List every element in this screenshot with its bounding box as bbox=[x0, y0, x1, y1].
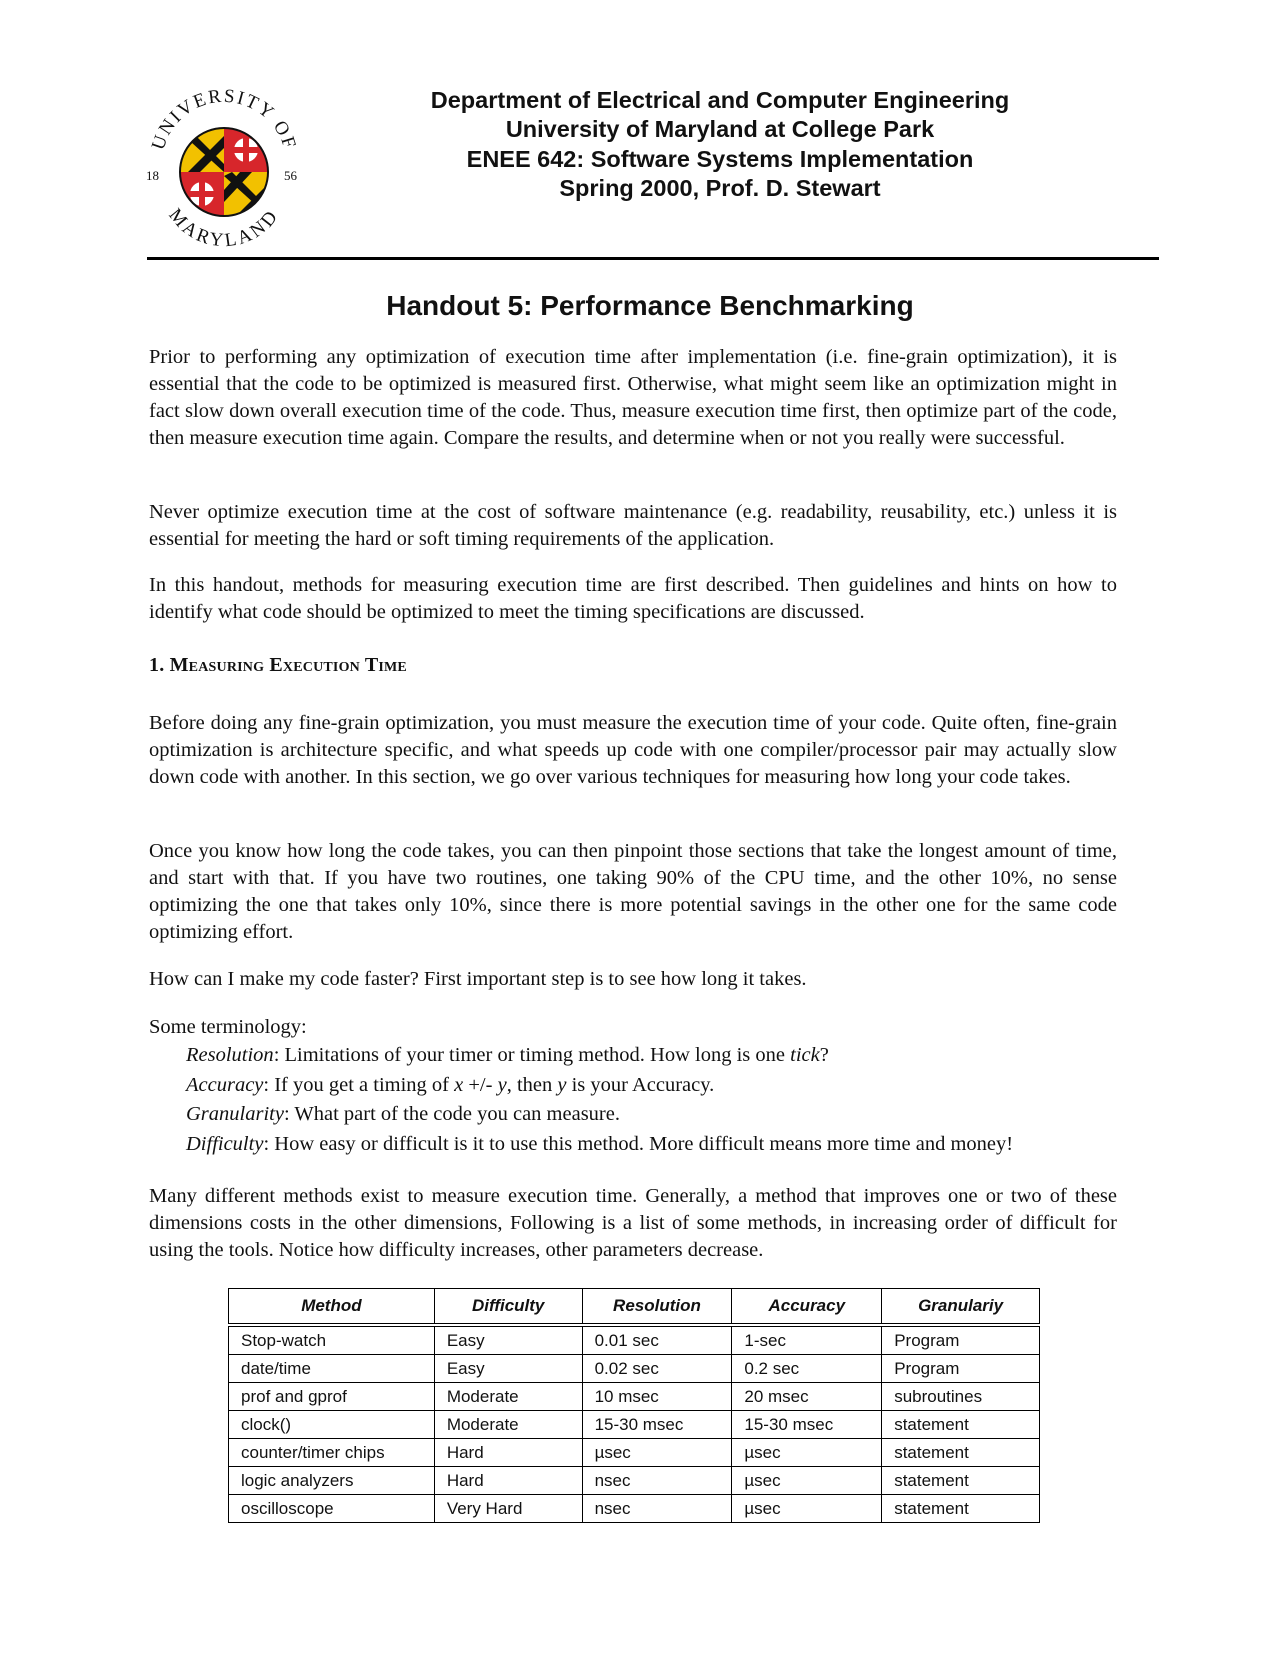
table-row bbox=[229, 1467, 1040, 1495]
terminology-list bbox=[186, 1041, 1013, 1159]
header-department: Department of Electrical and Computer Engineering bbox=[430, 87, 1010, 113]
term-difficulty: Difficulty: How easy or difficult is it to use this method. More difficult means more time and money! bbox=[186, 1132, 1014, 1155]
table-cell: Program bbox=[882, 1325, 1040, 1355]
table-cell: µsec bbox=[732, 1467, 882, 1495]
table-cell: statement bbox=[882, 1439, 1040, 1467]
table-cell: Moderate bbox=[434, 1383, 582, 1411]
table-row bbox=[229, 1355, 1040, 1383]
table-row bbox=[229, 1411, 1040, 1439]
table-cell: 0.02 sec bbox=[582, 1355, 732, 1383]
methods-paragraph: Many different methods exist to measure execution time. Generally, a method that improves one or two of these dimensions costs in the other dimensions, Following is a list of some methods, in increasing order of difficult for using the tools. Notice how difficulty increases, other parameters decrease. bbox=[149, 1185, 1117, 1261]
table-cell: statement bbox=[882, 1467, 1040, 1495]
svg-text:UNIVERSITY OF: UNIVERSITY OF bbox=[147, 86, 301, 153]
table-cell: Hard bbox=[434, 1467, 582, 1495]
table-cell: nsec bbox=[582, 1467, 732, 1495]
table-cell: nsec bbox=[582, 1495, 732, 1523]
header-divider bbox=[147, 257, 1159, 260]
page-title: Handout 5: Performance Benchmarking bbox=[386, 290, 914, 321]
table-cell: 0.01 sec bbox=[582, 1325, 732, 1355]
svg-text:MARYLAND: MARYLAND bbox=[164, 204, 284, 252]
table-cell: counter/timer chips bbox=[229, 1439, 435, 1467]
section-paragraph-1: Before doing any fine-grain optimization, you must measure the execution time of your code. Quite often, fine-grain optimization is architecture specific, and what speeds up code with one compiler/processor pair may actually slow down code with another. In this section, we go over various techniques for measuring how long your code takes. bbox=[149, 712, 1117, 788]
methods-table bbox=[228, 1288, 1040, 1523]
table-cell: clock() bbox=[229, 1411, 435, 1439]
table-row bbox=[229, 1439, 1040, 1467]
intro-paragraph-3: In this handout, methods for measuring execution time are first described. Then guidelines and hints on how to identify what code should be optimized to meet the timing specifications are discussed. bbox=[149, 574, 1117, 623]
svg-text:56: 56 bbox=[284, 168, 297, 183]
university-seal-logo bbox=[144, 86, 304, 252]
section-title: Measuring Execution Time bbox=[169, 654, 407, 676]
table-row bbox=[229, 1495, 1040, 1523]
table-cell: statement bbox=[882, 1495, 1040, 1523]
course-header bbox=[400, 145, 1040, 203]
header-course: ENEE 642: Software Systems Implementation bbox=[466, 146, 974, 172]
table-cell: logic analyzers bbox=[229, 1467, 435, 1495]
intro-paragraph-1: Prior to performing any optimization of execution time after implementation (i.e. fine-grain optimization), it is essential that the code to be optimized is measured first. Otherwise, what might seem like an optimization might in fact slow down overall execution time of the code. Thus, measure execution time first, then optimize part of the code, then measure execution time again. Compare the results, and determine when or not you really were successful. bbox=[149, 346, 1117, 449]
table-cell: Easy bbox=[434, 1355, 582, 1383]
term-granularity: Granularity: What part of the code you can measure. bbox=[186, 1103, 620, 1125]
intro-paragraph-2: Never optimize execution time at the cost of software maintenance (e.g. readability, reusability, etc.) unless it is essential for meeting the hard or soft timing requirements of the application. bbox=[149, 501, 1117, 550]
column-header-difficulty: Difficulty bbox=[434, 1289, 582, 1326]
section-paragraph-3: How can I make my code faster? First important step is to see how long it takes. bbox=[149, 968, 807, 990]
column-header-granularity: Granulariy bbox=[882, 1289, 1040, 1326]
table-cell: Easy bbox=[434, 1325, 582, 1355]
table-cell: 15-30 msec bbox=[582, 1411, 732, 1439]
table-cell: statement bbox=[882, 1411, 1040, 1439]
term-resolution: Resolution: Limitations of your timer or timing method. How long is one tick? bbox=[186, 1044, 829, 1066]
table-cell: µsec bbox=[582, 1439, 732, 1467]
department-header bbox=[400, 86, 1040, 144]
section-heading bbox=[149, 654, 407, 677]
table-cell: Hard bbox=[434, 1439, 582, 1467]
section-paragraph-2: Once you know how long the code takes, you can then pinpoint those sections that take the longest amount of time, and start with that. If you have two routines, one taking 90% of the CPU time, and the other 10%, no sense optimizing the one that takes only 10%, since there is more potential savings in the other one for the same code optimizing effort. bbox=[149, 840, 1117, 943]
table-cell: subroutines bbox=[882, 1383, 1040, 1411]
table-cell: prof and gprof bbox=[229, 1383, 435, 1411]
table-cell: 10 msec bbox=[582, 1383, 732, 1411]
column-header-accuracy: Accuracy bbox=[732, 1289, 882, 1326]
table-row bbox=[229, 1325, 1040, 1355]
table-cell: 20 msec bbox=[732, 1383, 882, 1411]
terminology-intro: Some terminology: bbox=[149, 1016, 307, 1038]
table-row bbox=[229, 1383, 1040, 1411]
table-cell: 15-30 msec bbox=[732, 1411, 882, 1439]
table-cell: Moderate bbox=[434, 1411, 582, 1439]
svg-text:18: 18 bbox=[146, 168, 159, 183]
table-cell: Very Hard bbox=[434, 1495, 582, 1523]
table-header-row bbox=[229, 1289, 1040, 1326]
table-cell: date/time bbox=[229, 1355, 435, 1383]
table-cell: Stop-watch bbox=[229, 1325, 435, 1355]
table-cell: oscilloscope bbox=[229, 1495, 435, 1523]
term-accuracy: Accuracy: If you get a timing of x +/- y, then y is your Accuracy. bbox=[186, 1073, 715, 1096]
header-university: University of Maryland at College Park bbox=[505, 116, 935, 142]
table-cell: 0.2 sec bbox=[732, 1355, 882, 1383]
column-header-method: Method bbox=[229, 1289, 435, 1326]
table-cell: µsec bbox=[732, 1439, 882, 1467]
table-cell: Program bbox=[882, 1355, 1040, 1383]
column-header-resolution: Resolution bbox=[582, 1289, 732, 1326]
header-term: Spring 2000, Prof. D. Stewart bbox=[559, 175, 881, 201]
section-number: 1. bbox=[149, 654, 165, 676]
table-cell: 1-sec bbox=[732, 1325, 882, 1355]
table-cell: µsec bbox=[732, 1495, 882, 1523]
